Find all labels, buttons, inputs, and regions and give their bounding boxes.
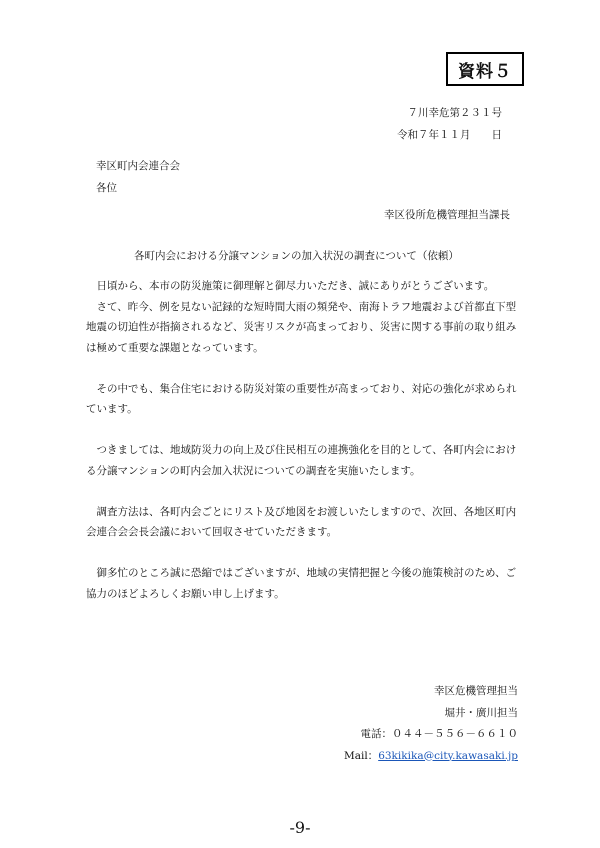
body-paragraph: さて、昨今、例を見ない記録的な短時間大雨の頻発や、南海トラフ地震および首都直下型地震の切迫性が指摘されるなど、災害リスクが高まっており、災害に関する事前の取り組みは極めて重要な課題となっています。 bbox=[86, 300, 517, 354]
letter-body bbox=[86, 276, 518, 604]
page-number: -9- bbox=[289, 818, 311, 837]
body-paragraph: 御多忙のところ誠に恐縮ではございますが、地域の実情把握と今後の施策検討のため、ご協力のほどよろしくお願い申し上げます。 bbox=[86, 567, 517, 600]
paragraph-gap bbox=[86, 358, 518, 379]
contact-department: 幸区危機管理担当 bbox=[434, 685, 518, 697]
addressee-block bbox=[96, 155, 180, 199]
mail-label: Mail： bbox=[343, 749, 379, 762]
paragraph-gap bbox=[86, 481, 518, 502]
contact-phone: 電話：０４４－５５６－６６１０ bbox=[360, 728, 518, 740]
contact-mail-line bbox=[344, 746, 518, 768]
document-number: ７川幸危第２３１号 bbox=[407, 107, 502, 119]
body-paragraph: 調査方法は、各町内会ごとにリスト及び地図をお渡しいたしますので、次回、各地区町内会連合会会長会議において回収させていただきます。 bbox=[86, 505, 517, 538]
sender-title: 幸区役所危機管理担当課長 bbox=[384, 209, 510, 221]
addressee-salutation: 各位 bbox=[96, 182, 117, 194]
mail-address-link[interactable]: 63kikika@city.kawasaki.jp bbox=[378, 749, 518, 762]
document-label-badge: 資料５ bbox=[446, 52, 524, 86]
paragraph-gap bbox=[86, 420, 518, 441]
contact-persons: 堀井・廣川担当 bbox=[444, 706, 518, 719]
paragraph-gap bbox=[86, 543, 518, 564]
body-paragraph: その中でも、集合住宅における防災対策の重要性が高まっており、対応の強化が求められています。 bbox=[86, 382, 517, 415]
subject-line: 各町内会における分譲マンションの加入状況の調査について（依頼） bbox=[134, 250, 459, 262]
body-paragraph: つきましては、地域防災力の向上及び住民相互の連携強化を目的として、各町内会における分譲マンションの町内会加入状況についての調査を実施いたします。 bbox=[86, 444, 517, 477]
reference-block bbox=[397, 102, 502, 146]
body-paragraph: 日頃から、本市の防災施策に御理解と御尽力いただき、誠にありがとうございます。 bbox=[96, 280, 495, 292]
document-date: 令和７年１１月 日 bbox=[397, 129, 502, 141]
contact-block bbox=[344, 681, 518, 767]
addressee-organization: 幸区町内会連合会 bbox=[96, 160, 180, 172]
